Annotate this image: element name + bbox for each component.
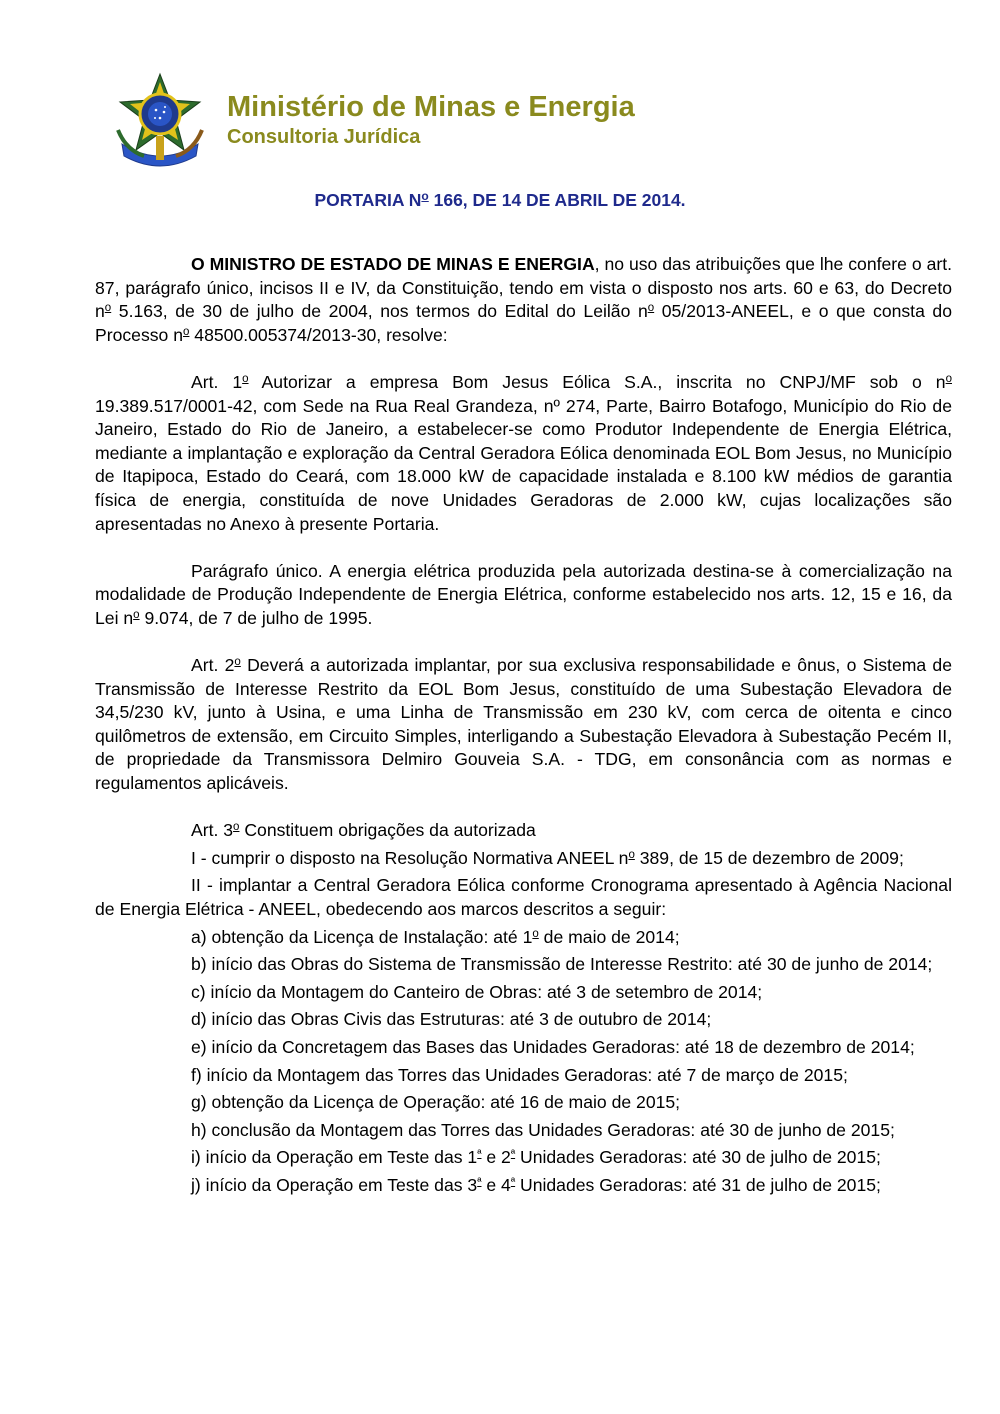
article-2-paragraph: Art. 2$^o$ Deverá a autorizada implantar, por sua exclusiva responsabilidade e ônus, o Sistema de Transmissão de Interesse Restrito da EOL Bom Jesus, constituído de uma Subestação Elevadora de 34,5/230 kV, junto à Usina, e uma Linha de Transmissão em 230 kV, com cerca de oitenta e cinco quilômetros de extensão, em Circuito Simples, interligando a Subestação Elevadora à Subestação Pecém II, de propriedade da Transmissora Delmiro Gouveia S.A. - TDG, em consonância com as normas e regulamentos aplicáveis.	[95, 655, 952, 794]
milestone-item-a: a) obtenção da Licença de Instalação: até 1$^o$ de maio de 2014;	[191, 926, 680, 947]
milestone-item-e: e) início da Concretagem das Bases das Unidades Geradoras: até 18 de dezembro de 2014;	[191, 1037, 915, 1057]
preamble-lead: O MINISTRO DE ESTADO DE MINAS E ENERGIA	[191, 254, 595, 274]
national-coat-of-arms-icon	[112, 70, 208, 170]
organization-name: Ministério de Minas e Energia	[227, 91, 635, 123]
document-title: PORTARIA $N^o$ 166, DE 14 DE ABRIL DE 2014.	[314, 189, 686, 210]
article-3-paragraph: Art. 3$^o$ Constituem obrigações da autorizada	[191, 820, 536, 841]
sole-paragraph: Parágrafo único. A energia elétrica produzida pela autorizada destina-se à comercialização na modalidade de Produção Independente de Energia Elétrica, conforme estabelecido nos arts. 12, 15 e 16, da Lei $n^o$ 9.074, de 7 de julho de 1995.	[95, 560, 952, 628]
inciso-2: II - implantar a Central Geradora Eólica conforme Cronograma apresentado à Agência Nacional de Energia Elétrica - ANEEL, obedecendo aos marcos descritos a seguir:	[95, 875, 952, 920]
milestone-item-j: j) início da Operação em Teste das $3^ª$ e $4^ª$ Unidades Geradoras: até 31 de julho de 2015;	[191, 1174, 881, 1195]
article-1-paragraph: Art. 1$^o$ Autorizar a empresa Bom Jesus Eólica S.A., inscrita no CNPJ/MF sob o $n^o$ 19.389.517/0001-42, com Sede na Rua Real Grandeza, nº 274, Parte, Bairro Botafogo, Município do Rio de Janeiro, Estado do Rio de Janeiro, a estabelecer-se como Produtor Independente de Energia Elétrica, mediante a implantação e exploração da Central Geradora Eólica denominada EOL Bom Jesus, no Município de Itapipoca, Estado do Ceará, com 18.000 kW de capacidade instalada e 8.100 kW médios de garantia física de energia, constituída de nove Unidades Geradoras de 2.000 kW, cujas localizações são apresentadas no Anexo à presente Portaria.	[95, 371, 952, 534]
organization-block	[227, 90, 635, 150]
milestone-item-b: b) início das Obras do Sistema de Transmissão de Interesse Restrito: até 30 de junho de 2014;	[191, 954, 933, 975]
document-body	[95, 253, 952, 1198]
preamble-paragraph: O MINISTRO DE ESTADO DE MINAS E ENERGIA, no uso das atribuições que lhe confere o art. 87, parágrafo único, incisos II e IV, da Constituição, tendo em vista o disposto nos arts. 60 e 63, do Decreto $n^o$ 5.163, de 30 de julho de 2004, nos termos do Edital do Leilão $n^o$ 05/2013-ANEEL, e o que consta do Processo $n^o$ 48500.005374/2013-30, resolve:	[95, 254, 953, 345]
inciso-1: I - cumprir o disposto na Resolução Normativa ANEEL $n^o$ 389, de 15 de dezembro de 2009;	[191, 847, 904, 868]
milestone-item-f: f) início da Montagem das Torres das Unidades Geradoras: até 7 de março de 2015;	[191, 1064, 848, 1085]
milestone-item-i: i) início da Operação em Teste das $1^ª$ e $2^ª$ Unidades Geradoras: até 30 de julho de 2015;	[191, 1147, 881, 1168]
milestone-item-d: d) início das Obras Civis das Estruturas: até 3 de outubro de 2014;	[191, 1009, 712, 1030]
milestone-item-h: h) conclusão da Montagem das Torres das Unidades Geradoras: até 30 de junho de 2015;	[191, 1119, 895, 1140]
milestone-item-c: c) início da Montagem do Canteiro de Obras: até 3 de setembro de 2014;	[191, 981, 763, 1002]
letterhead	[112, 70, 672, 170]
milestone-item-g: g) obtenção da Licença de Operação: até 16 de maio de 2015;	[191, 1092, 681, 1113]
organization-department: Consultoria Jurídica	[227, 126, 421, 148]
